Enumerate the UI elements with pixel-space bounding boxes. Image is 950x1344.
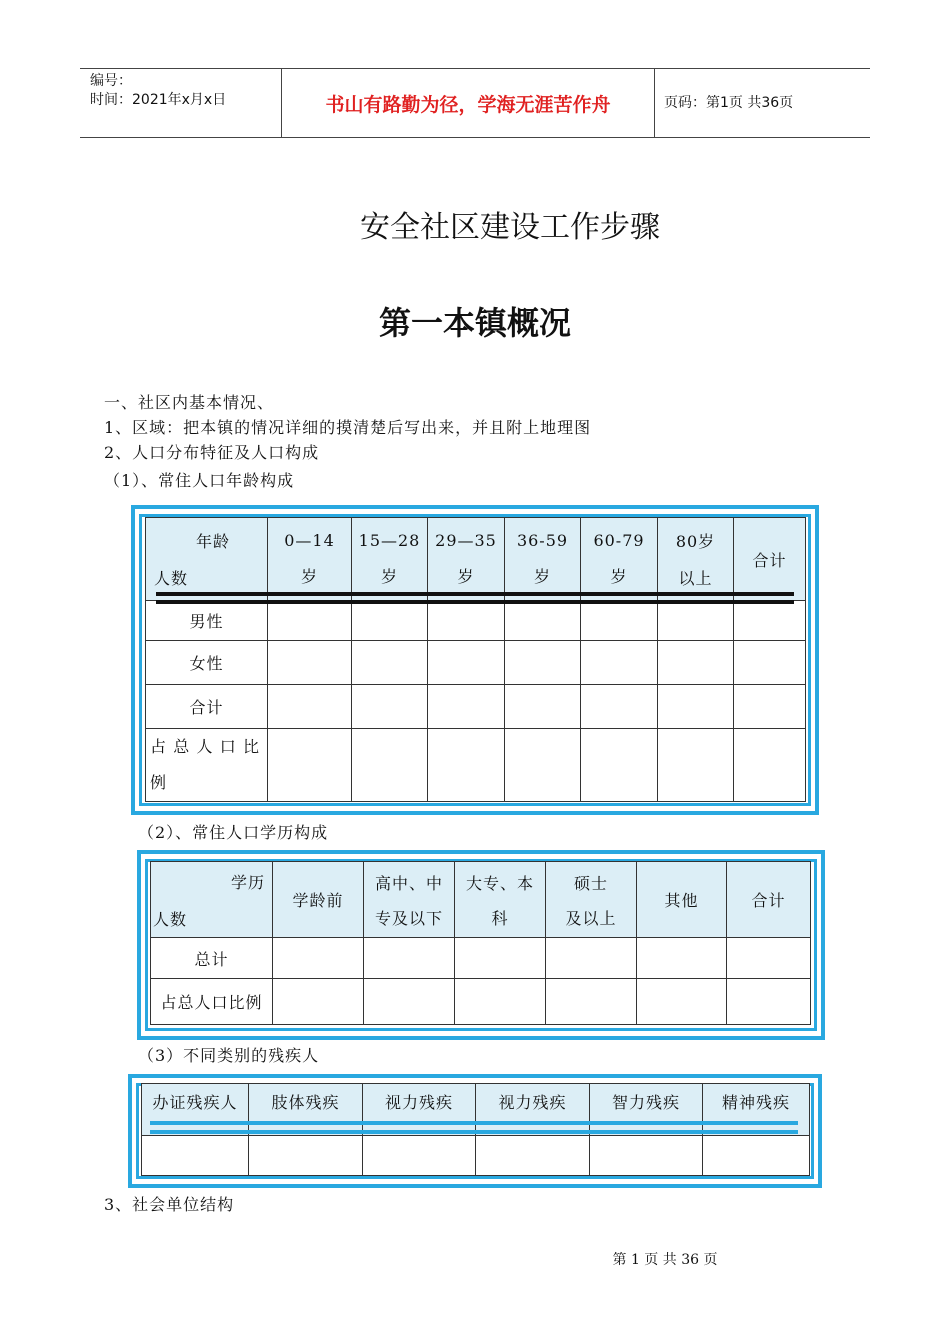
- row-label: 占总人口比例: [151, 979, 273, 1025]
- table-cell: [581, 601, 658, 641]
- column-header: 智力残疾: [590, 1084, 703, 1136]
- column-header: 60-79 岁: [581, 518, 658, 601]
- table-cell: [455, 938, 546, 979]
- column-header: 视力残疾: [476, 1084, 590, 1136]
- header-rule: [150, 1121, 798, 1125]
- row-label: 女性: [146, 641, 268, 685]
- corner-top-label: 学历: [231, 872, 266, 892]
- column-header: 学龄前: [273, 862, 364, 938]
- corner-top-label: 年龄: [196, 532, 231, 551]
- table-cell: [637, 979, 727, 1025]
- row-label: 合计: [146, 685, 268, 729]
- row-label: 男性: [146, 601, 268, 641]
- header-meta: [90, 72, 226, 110]
- serial-label: 编号：: [90, 73, 132, 89]
- table-cell: [658, 601, 734, 641]
- table-cell: [428, 729, 505, 802]
- table-cell: [734, 729, 806, 802]
- table-cell: [364, 938, 455, 979]
- row-label: 总计: [151, 938, 273, 979]
- corner-bottom-label: 人数: [153, 909, 188, 929]
- chapter-title: 第一本镇概况: [378, 304, 571, 342]
- table-cell: [364, 979, 455, 1025]
- table-cell: [581, 729, 658, 802]
- table-cell: [505, 685, 581, 729]
- table-cell: [428, 641, 505, 685]
- column-header: 硕士 及以上: [546, 862, 637, 938]
- header-page-info: 页码：第1页 共36页: [664, 95, 794, 111]
- table-cell: [352, 641, 428, 685]
- education-table: [150, 861, 811, 1025]
- table-cell: [734, 601, 806, 641]
- table-cell: [249, 1136, 363, 1176]
- table-cell: [658, 685, 734, 729]
- column-header: 29—35 岁: [428, 518, 505, 601]
- table-cell: [546, 979, 637, 1025]
- table-cell: [505, 729, 581, 802]
- table-cell: [268, 601, 352, 641]
- page-footer: 第 1 页 共 36 页: [612, 1252, 718, 1268]
- column-header: 合计: [727, 862, 811, 938]
- column-header: 0—14 岁: [268, 518, 352, 601]
- table-cell: [273, 979, 364, 1025]
- paragraph: 2、人口分布特征及人口构成: [104, 443, 320, 462]
- corner-cell: [146, 518, 268, 601]
- column-header: 办证残疾人: [142, 1084, 249, 1136]
- header-motto: 书山有路勤为径，学海无涯苦作舟: [325, 94, 611, 116]
- age-table: [145, 517, 806, 802]
- section-heading: 一、社区内基本情况、: [104, 393, 275, 412]
- table-cell: [658, 641, 734, 685]
- table-cell: [428, 601, 505, 641]
- table-cell: [476, 1136, 590, 1176]
- corner-bottom-label: 人数: [154, 569, 189, 588]
- table-cell: [590, 1136, 703, 1176]
- table-cell: [581, 641, 658, 685]
- table-cell: [658, 729, 734, 802]
- column-header: 精神残疾: [703, 1084, 810, 1136]
- time-label: 时间：2021年x月x日: [90, 92, 227, 108]
- header-divider: [654, 69, 655, 137]
- table-cell: [734, 685, 806, 729]
- corner-cell: [151, 862, 273, 938]
- column-header: 大专、本 科: [455, 862, 546, 938]
- table-cell: [455, 979, 546, 1025]
- header-rule: [150, 1130, 798, 1134]
- header-rule: [156, 592, 794, 596]
- table-cell: [352, 685, 428, 729]
- table-cell: [703, 1136, 810, 1176]
- table-cell: [273, 938, 364, 979]
- table-cell: [727, 938, 811, 979]
- row-label: 占总人口比例: [146, 729, 268, 802]
- column-header: 肢体残疾: [249, 1084, 363, 1136]
- table-cell: [352, 729, 428, 802]
- column-header: 15—28 岁: [352, 518, 428, 601]
- section-heading: 3、社会单位结构: [104, 1195, 235, 1214]
- header-rule: [156, 600, 794, 604]
- column-header: 视力残疾: [363, 1084, 476, 1136]
- document-title: 安全社区建设工作步骤: [360, 210, 660, 245]
- table-cell: [268, 729, 352, 802]
- subheading: （3）不同类别的残疾人: [138, 1046, 320, 1065]
- column-header: 80岁 以上: [658, 518, 734, 601]
- subheading: （2）、常住人口学历构成: [138, 823, 329, 842]
- table-cell: [352, 601, 428, 641]
- column-header: 其他: [637, 862, 727, 938]
- column-header: 36-59 岁: [505, 518, 581, 601]
- table-cell: [268, 641, 352, 685]
- table-cell: [142, 1136, 249, 1176]
- subheading: （1）、常住人口年龄构成: [104, 471, 295, 490]
- table-cell: [363, 1136, 476, 1176]
- table-cell: [428, 685, 505, 729]
- table-cell: [734, 641, 806, 685]
- table-cell: [637, 938, 727, 979]
- column-header: 高中、中 专及以下: [364, 862, 455, 938]
- table-cell: [727, 979, 811, 1025]
- table-cell: [268, 685, 352, 729]
- paragraph: 1、区域：把本镇的情况详细的摸清楚后写出来，并且附上地理图: [104, 418, 592, 437]
- table-cell: [581, 685, 658, 729]
- column-header-total: 合计: [734, 518, 806, 601]
- table-cell: [505, 641, 581, 685]
- table-cell: [546, 938, 637, 979]
- table-cell: [505, 601, 581, 641]
